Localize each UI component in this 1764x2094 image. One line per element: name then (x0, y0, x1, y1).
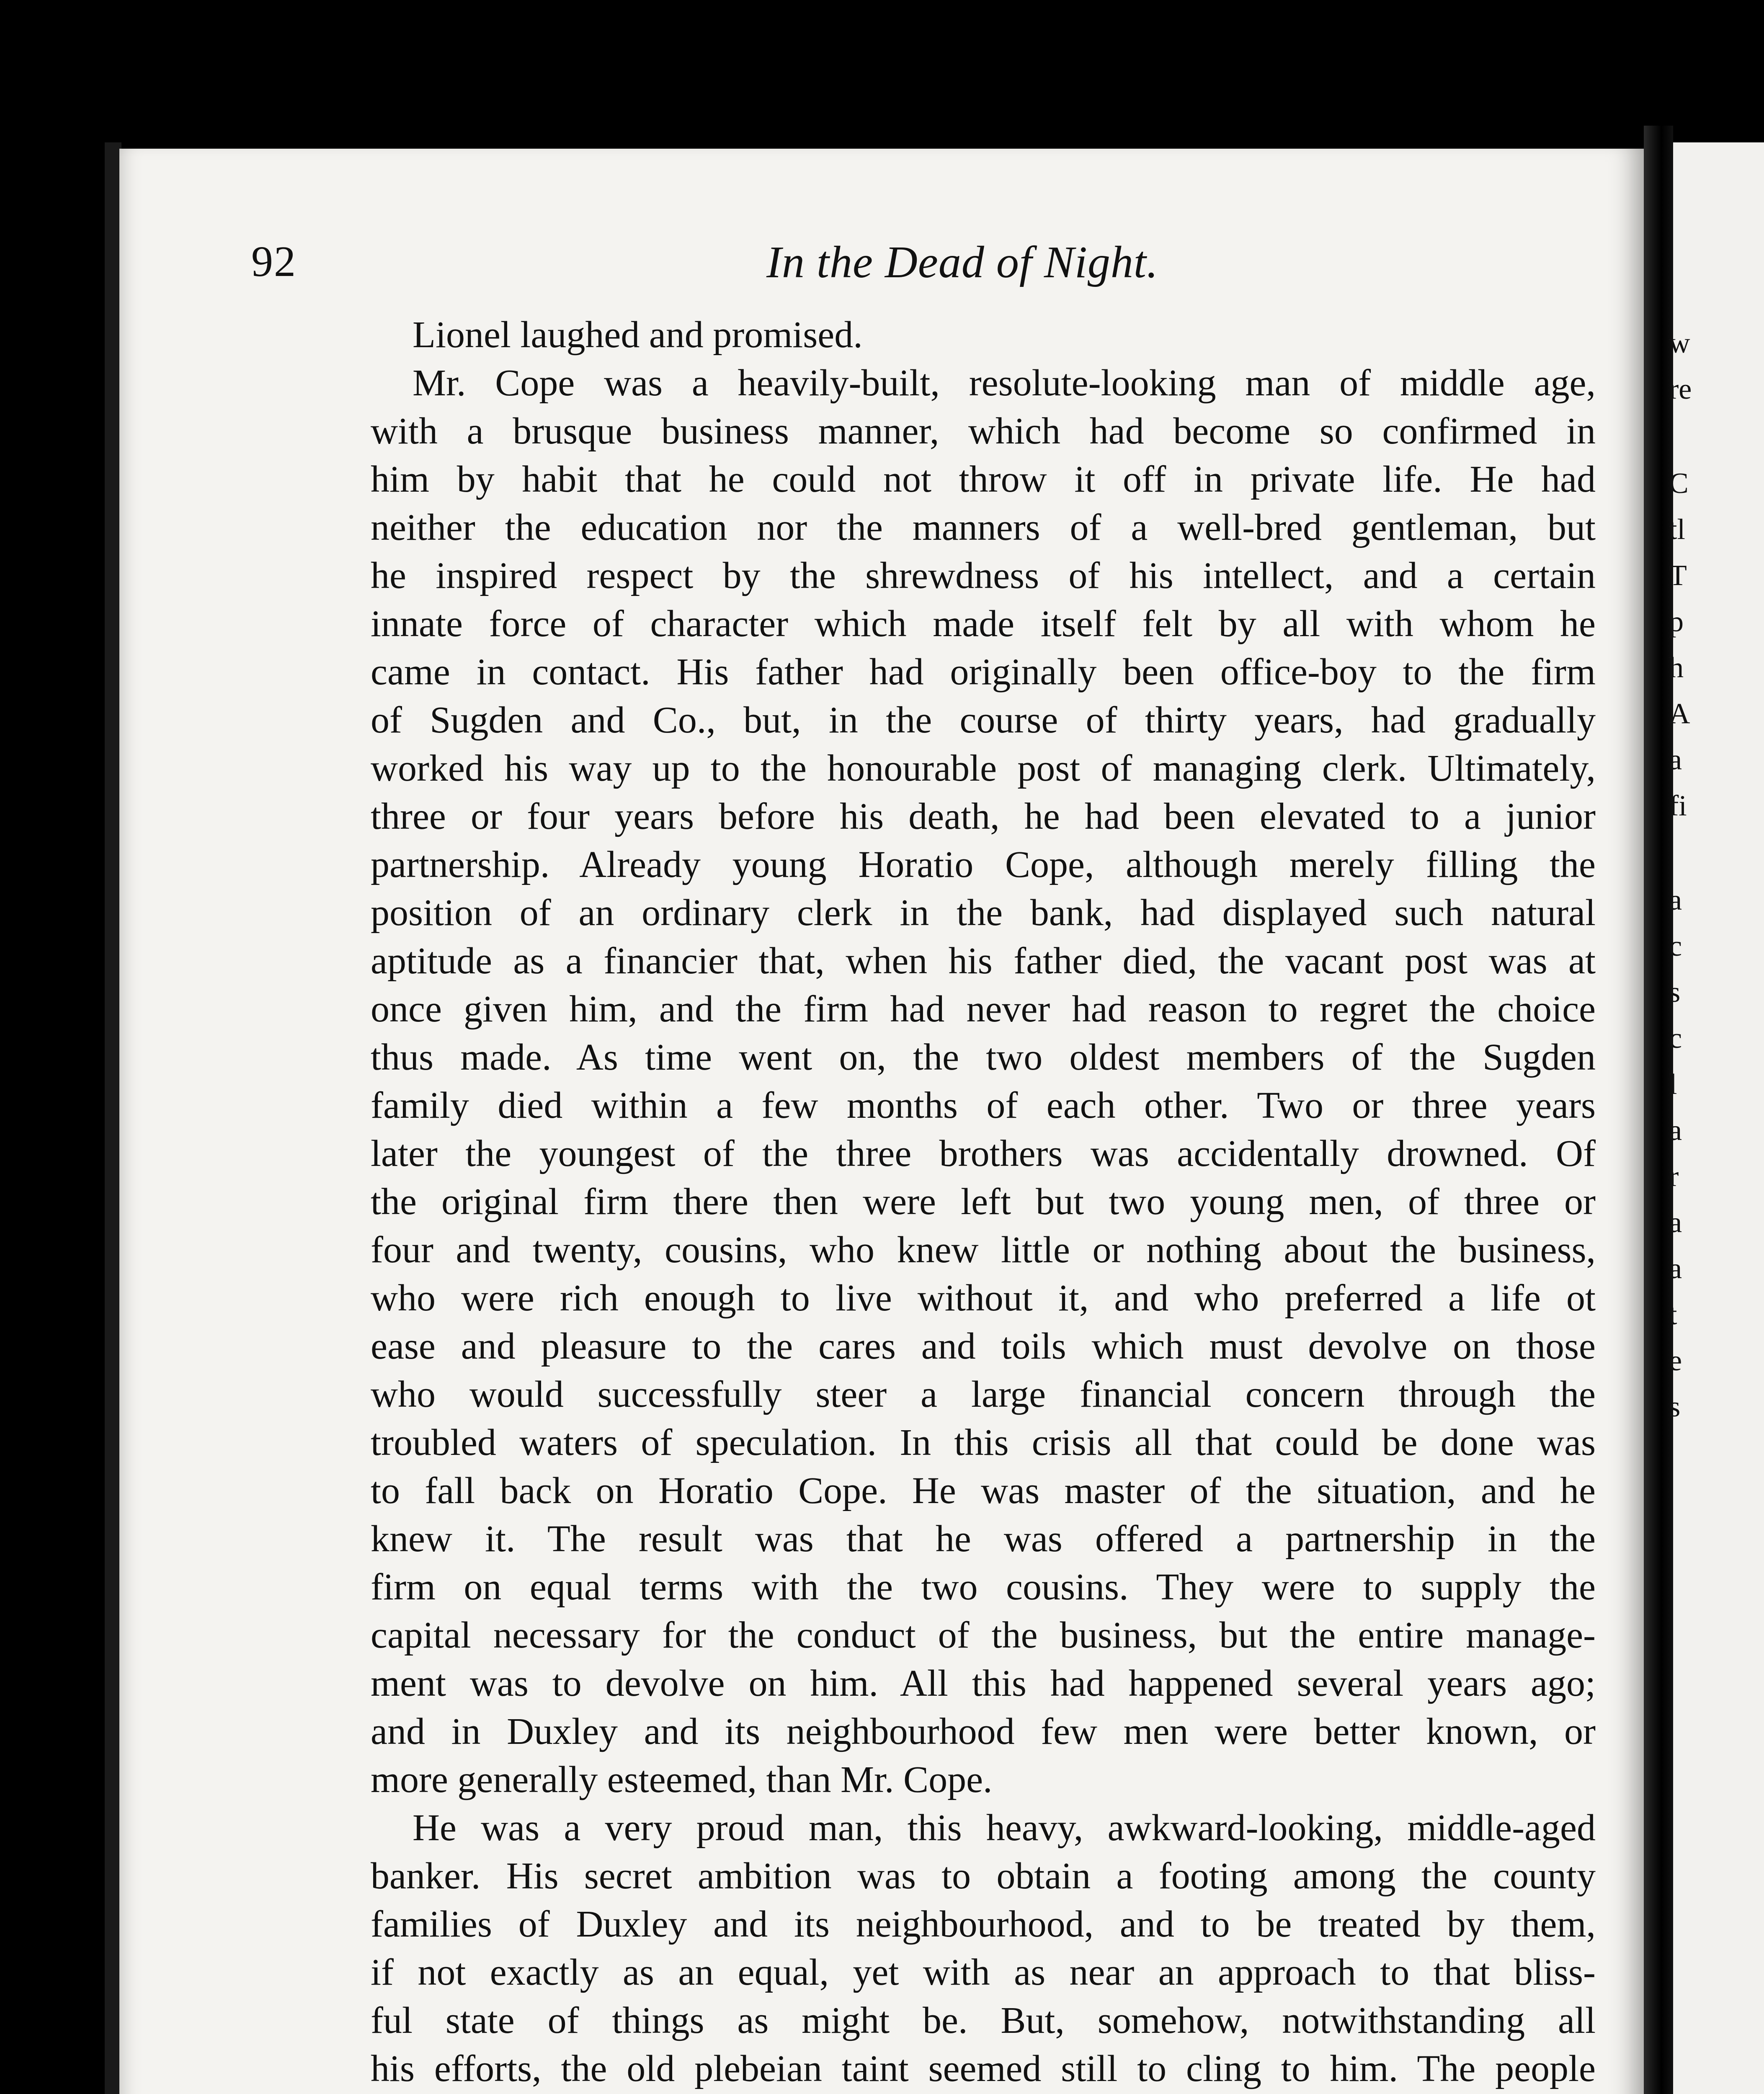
page-left-edge (105, 142, 121, 2094)
text-line: ful state of things as might be. But, somehow, notwithstanding all (371, 2000, 1596, 2041)
facing-page-fragment: h (1669, 652, 1684, 684)
facing-page-fragment: p (1669, 606, 1684, 638)
text-line: worked his way up to the honourable post of managing clerk. Ultimately, (371, 748, 1596, 789)
running-head: In the Dead of Night. (766, 237, 1158, 287)
text-line: and in Duxley and its neighbourhood few men were better known, or (371, 1711, 1596, 1752)
facing-page-fragment: a (1669, 1207, 1682, 1239)
text-line: with a brusque business manner, which had become so confirmed in (371, 410, 1596, 452)
text-line: he inspired respect by the shrewdness of his intellect, and a certain (371, 555, 1596, 596)
text-line: knew it. The result was that he was offered a partnership in the (371, 1518, 1596, 1560)
facing-page (1669, 142, 1764, 2094)
text-line: banker. His secret ambition was to obtain a footing among the county (371, 1855, 1596, 1897)
facing-page-fragment: T (1669, 560, 1687, 592)
text-line: the original firm there then were left but two young men, of three or (371, 1181, 1596, 1222)
text-line: partnership. Already young Horatio Cope, although merely filling the (371, 844, 1596, 885)
facing-page-fragment: tl (1669, 513, 1685, 546)
facing-page-fragment: a (1669, 1253, 1682, 1285)
facing-page-fragment: c (1669, 930, 1682, 962)
facing-page-fragment: C (1669, 467, 1689, 500)
text-line: if not exactly as an equal, yet with as near an approach to that bliss- (371, 1952, 1596, 1993)
text-line: who would successfully steer a large financial concern through the (371, 1374, 1596, 1415)
text-line: who were rich enough to live without it, and who preferred a life ot (371, 1277, 1596, 1319)
page-number: 92 (251, 237, 297, 286)
facing-page-fragment: w (1669, 327, 1690, 359)
facing-page-fragment: c (1669, 1022, 1682, 1055)
text-line: capital necessary for the conduct of the business, but the entire manage- (371, 1614, 1596, 1656)
text-line: aptitude as a financier that, when his father died, the vacant post was at (371, 940, 1596, 982)
facing-page-fragment: re (1669, 373, 1692, 405)
text-line: Mr. Cope was a heavily-built, resolute-looking man of middle age, (413, 362, 1596, 404)
text-line: innate force of character which made itself felt by all with whom he (371, 603, 1596, 645)
text-line: of Sugden and Co., but, in the course of thirty years, had gradually (371, 699, 1596, 741)
text-line: his efforts, the old plebeian taint seemed still to cling to him. The people (371, 2048, 1596, 2089)
text-line: troubled waters of speculation. In this crisis all that could be done was (371, 1422, 1596, 1463)
facing-page-fragment: a (1669, 1114, 1682, 1147)
text-line: families of Duxley and its neighbourhood, and to be treated by them, (371, 1903, 1596, 1945)
text-line: position of an ordinary clerk in the bank, had displayed such natural (371, 892, 1596, 934)
facing-page-fragment: a (1669, 744, 1682, 776)
text-line: ease and pleasure to the cares and toils which must devolve on those (371, 1326, 1596, 1367)
text-line: later the youngest of the three brothers was accidentally drowned. Of (371, 1133, 1596, 1174)
facing-page-fragment: a (1669, 884, 1682, 916)
text-line: family died within a few months of each other. Two or three years (371, 1085, 1596, 1126)
text-line: to fall back on Horatio Cope. He was master of the situation, and he (371, 1470, 1596, 1511)
facing-page-fragment: t (1669, 1299, 1677, 1331)
text-line: Lionel laughed and promised. (413, 314, 863, 356)
facing-page-fragment: s (1669, 976, 1681, 1008)
text-line: firm on equal terms with the two cousins. They were to supply the (371, 1566, 1596, 1608)
text-line: neither the education nor the manners of a well-bred gentleman, but (371, 507, 1596, 548)
text-line: He was a very proud man, this heavy, awkward-looking, middle-aged (413, 1807, 1596, 1849)
text-line: once given him, and the firm had never had reason to regret the choice (371, 988, 1596, 1030)
text-line: three or four years before his death, he had been elevated to a junior (371, 796, 1596, 837)
facing-page-fragment: e (1669, 1345, 1682, 1377)
body-text (371, 311, 1596, 2094)
facing-page-fragment: s (1669, 1391, 1681, 1423)
text-line: four and twenty, cousins, who knew little or nothing about the business, (371, 1229, 1596, 1271)
text-line: him by habit that he could not throw it off in private life. He had (371, 459, 1596, 500)
text-line: came in contact. His father had originally been office-boy to the firm (371, 651, 1596, 693)
book-gutter (1644, 126, 1673, 2094)
facing-page-fragment: r (1669, 1160, 1679, 1193)
facing-page-fragment: A (1669, 698, 1690, 730)
text-line: thus made. As time went on, the two oldest members of the Sugden (371, 1037, 1596, 1078)
facing-page-fragment: fi (1669, 790, 1687, 822)
text-line: more generally esteemed, than Mr. Cope. (371, 1759, 993, 1800)
facing-page-fragment: l (1669, 1068, 1677, 1101)
text-line: ment was to devolve on him. All this had happened several years ago; (371, 1663, 1596, 1704)
